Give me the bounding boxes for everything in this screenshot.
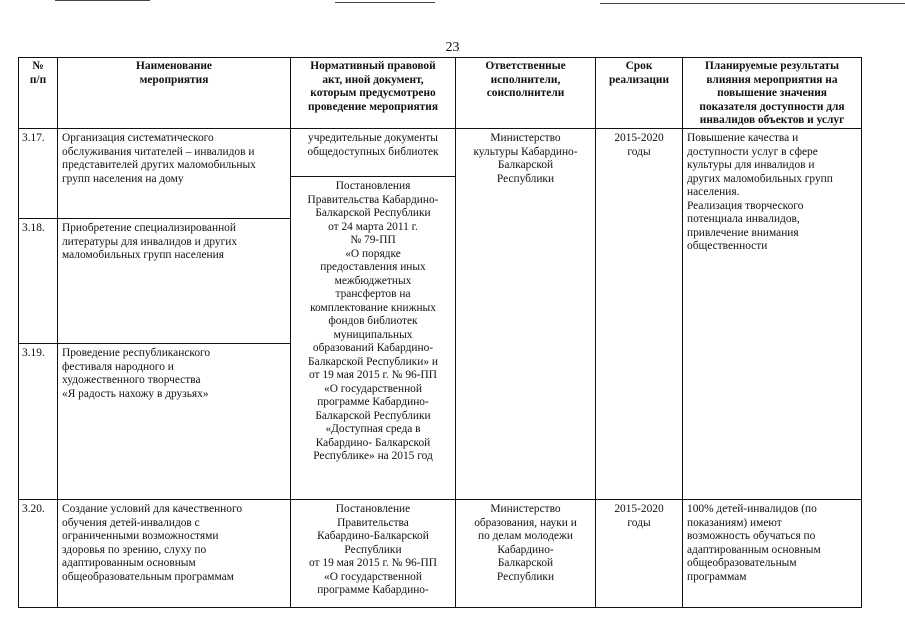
row-number: 3.19. bbox=[22, 347, 45, 359]
header-divider bbox=[18, 128, 862, 129]
row-divider bbox=[18, 218, 290, 219]
header-term: Срок реализации bbox=[608, 60, 670, 86]
table-border-bottom bbox=[18, 607, 862, 608]
column-divider bbox=[682, 57, 683, 608]
group-act-first: учредительные документы общедоступных библиотек bbox=[307, 132, 439, 158]
act-cell-divider bbox=[290, 176, 455, 177]
group-result: Повышение качества и доступности услуг в сфере культуры для инвалидов и других маломобильных групп населения. Реализация творческого потенциала инвалидов, привлечение внимания общественности bbox=[687, 132, 833, 252]
group-term: 2015-2020 годы bbox=[614, 132, 664, 158]
group-responsible: Министерство культуры Кабардино- Балкарской Республики bbox=[473, 132, 578, 185]
header-responsible: Ответственные исполнители, соисполнители bbox=[485, 60, 566, 99]
header-result: Планируемые результаты влияния мероприятия на повышение значения показателя доступности для инвалидов объектов и услуг bbox=[699, 60, 845, 126]
row-legal-act: Постановление Правительства Кабардино-Балкарской Республики от 19 мая 2015 г. № 96-ПП «О государственной программе Кабардино- bbox=[309, 503, 437, 596]
row-term: 2015-2020 годы bbox=[614, 503, 664, 529]
column-divider bbox=[57, 57, 58, 608]
row-number: 3.20. bbox=[22, 503, 45, 515]
table-border-left bbox=[18, 57, 19, 608]
header-name: Наименование мероприятия bbox=[136, 60, 212, 86]
header-legal-act: Нормативный правовой акт, иной документ, которым предусмотрено проведение мероприятия bbox=[307, 60, 438, 113]
row-name: Проведение республиканского фестиваля народного и художественного творчества «Я радость нахожу в друзьях» bbox=[62, 347, 211, 400]
table-border-top bbox=[18, 57, 862, 58]
row-responsible: Министерство образования, науки и по делам молодежи Кабардино- Балкарской Республики bbox=[474, 503, 577, 583]
row-name: Приобретение специализированной литературы для инвалидов и других маломобильных групп населения bbox=[62, 222, 238, 261]
group-act-second: Постановления Правительства Кабардино- Балкарской Республики от 24 марта 2011 г. № 79-ПП «О порядке предоставления иных межбюджетных трансфертов на комплектование книжных фондов библиотек муниципальных образований Кабардино- Балкарской Республики» и от 19 мая 2015 г. № 96-ПП «О государственной программе Кабардино- Балкарской Республики «Доступная среда в Кабардино- Балкарской Республике» на 2015 год bbox=[307, 180, 439, 462]
row-name: Организация систематического обслуживания читателей – инвалидов и представителей других маломобильных групп населения на дому bbox=[62, 132, 256, 185]
header-number: № п/п bbox=[29, 60, 47, 86]
page-number: 23 bbox=[445, 40, 460, 55]
row-divider bbox=[18, 343, 290, 344]
row-divider bbox=[18, 499, 862, 500]
row-result: 100% детей-инвалидов (по показаниям) имеют возможность обучаться по адаптированным основным общеобразовательным программам bbox=[687, 503, 821, 583]
row-name: Создание условий для качественного обучения детей-инвалидов с ограниченными возможностями здоровья по зрению, слуху по адаптированным основным общеобразовательным программам bbox=[62, 503, 243, 583]
row-number: 3.17. bbox=[22, 132, 45, 144]
table-border-right bbox=[861, 57, 862, 608]
row-number: 3.18. bbox=[22, 222, 45, 234]
